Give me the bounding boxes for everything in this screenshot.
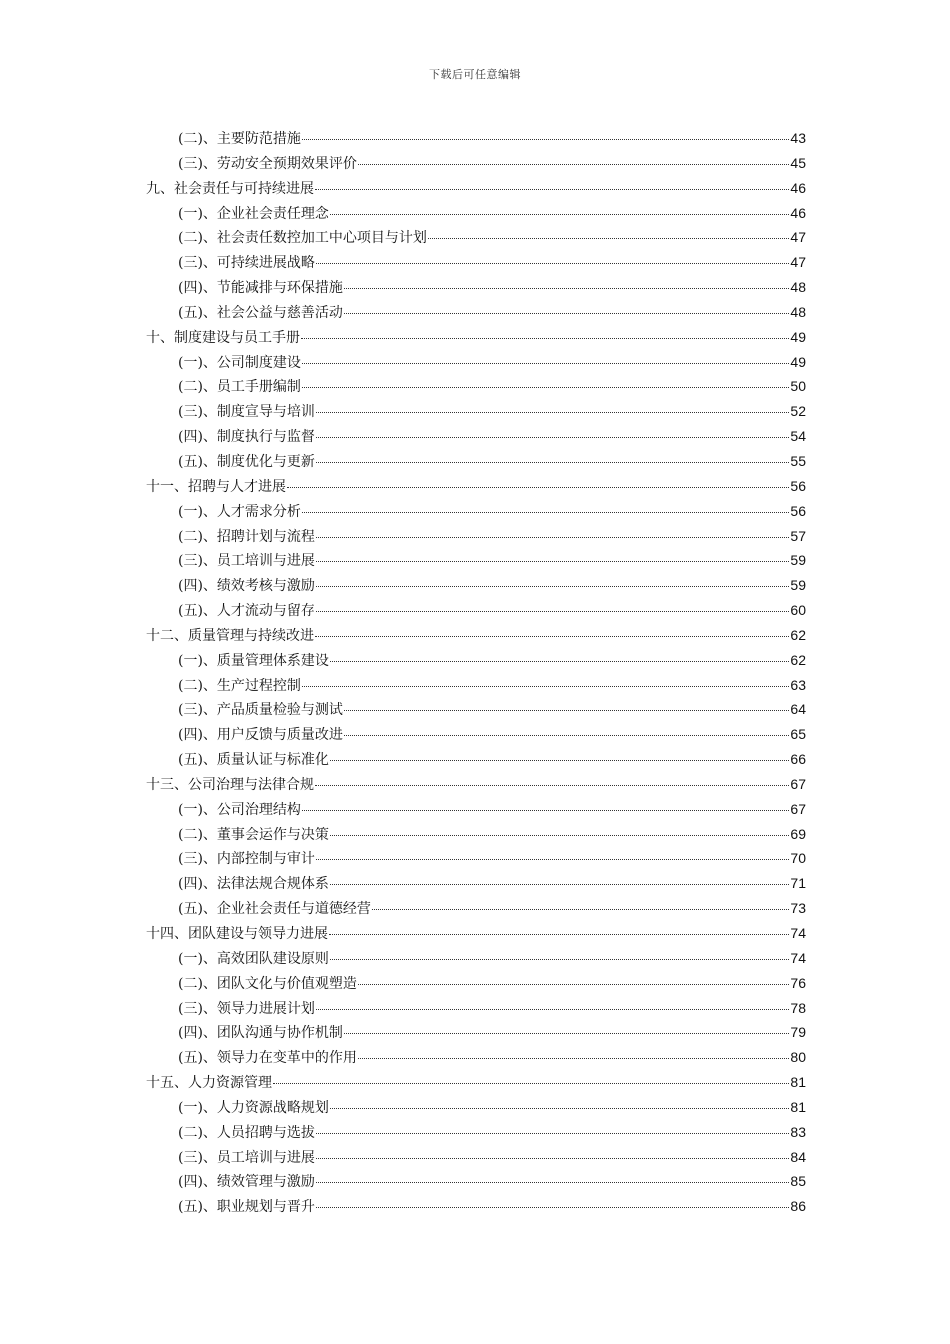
toc-entry[interactable] — [146, 846, 806, 871]
toc-entry[interactable] — [146, 225, 806, 250]
toc-entry[interactable] — [146, 250, 806, 275]
toc-dot-leader — [428, 238, 789, 239]
toc-entry-title: (五)、人才流动与留存 — [178, 603, 315, 620]
toc-entry-page-number: 86 — [790, 1198, 806, 1215]
toc-entry-page-number: 59 — [790, 552, 806, 569]
toc-entry-title: (二)、主要防范措施 — [178, 131, 301, 147]
toc-entry-page-number: 81 — [790, 1098, 806, 1115]
toc-entry-title: (一)、企业社会责任理念 — [178, 205, 329, 222]
toc-dot-leader — [302, 686, 789, 687]
toc-dot-leader — [302, 363, 789, 364]
toc-entry-page-number: 50 — [790, 378, 806, 395]
toc-entry-title: (四)、法律法规合规体系 — [178, 876, 329, 893]
toc-entry-page-number: 59 — [790, 577, 806, 594]
toc-entry-title: (五)、制度优化与更新 — [178, 453, 315, 470]
toc-dot-leader — [358, 1058, 789, 1059]
toc-entry[interactable] — [146, 474, 806, 499]
toc-entry[interactable] — [146, 822, 806, 847]
toc-entry-page-number: 52 — [790, 403, 806, 420]
toc-dot-leader — [344, 710, 789, 711]
toc-entry-page-number: 78 — [790, 999, 806, 1016]
toc-entry-page-number: 69 — [790, 825, 806, 842]
table-of-contents — [146, 126, 806, 1219]
toc-entry-page-number: 76 — [790, 974, 806, 991]
toc-dot-leader — [316, 412, 789, 413]
toc-entry-title: (一)、质量管理体系建设 — [178, 652, 329, 669]
toc-entry-page-number: 71 — [790, 875, 806, 892]
toc-dot-leader — [316, 437, 789, 438]
toc-entry[interactable] — [146, 747, 806, 772]
toc-dot-leader — [344, 1033, 789, 1034]
toc-entry-title: (五)、职业规划与晋升 — [178, 1199, 315, 1216]
toc-entry-page-number: 79 — [790, 1024, 806, 1041]
toc-entry-title: 十二、质量管理与持续改进 — [146, 627, 314, 644]
toc-entry-page-number: 83 — [790, 1123, 806, 1140]
toc-entry-title: (五)、企业社会责任与道德经营 — [178, 901, 371, 918]
toc-entry[interactable] — [146, 871, 806, 896]
toc-entry-title: (五)、领导力在变革中的作用 — [178, 1050, 357, 1067]
toc-entry-title: (二)、团队文化与价值观塑造 — [178, 975, 357, 992]
toc-dot-leader — [302, 512, 789, 513]
toc-entry-title: (四)、团队沟通与协作机制 — [178, 1025, 343, 1042]
toc-entry-page-number: 66 — [790, 751, 806, 768]
toc-entry[interactable] — [146, 275, 806, 300]
toc-entry-title: (二)、招聘计划与流程 — [178, 528, 315, 545]
toc-entry-page-number: 46 — [790, 204, 806, 221]
toc-entry-title: 十三、公司治理与法律合规 — [146, 776, 314, 793]
toc-entry[interactable] — [146, 350, 806, 375]
toc-entry[interactable] — [146, 201, 806, 226]
toc-dot-leader — [330, 835, 789, 836]
toc-entry-title: (三)、领导力进展计划 — [178, 1000, 315, 1017]
toc-entry-page-number: 56 — [790, 477, 806, 494]
toc-entry-page-number: 65 — [790, 726, 806, 743]
toc-entry-title: (三)、员工培训与进展 — [178, 553, 315, 570]
toc-entry-page-number: 56 — [790, 502, 806, 519]
toc-entry[interactable] — [146, 300, 806, 325]
toc-entry-title: (五)、质量认证与标准化 — [178, 752, 329, 769]
toc-entry-title: (一)、公司治理结构 — [178, 801, 301, 818]
toc-entry[interactable] — [146, 126, 806, 151]
toc-entry-title: (二)、人员招聘与选拔 — [178, 1124, 315, 1141]
toc-entry[interactable] — [146, 946, 806, 971]
toc-entry-page-number: 45 — [790, 154, 806, 171]
toc-entry-page-number: 70 — [790, 850, 806, 867]
toc-entry-title: (四)、绩效管理与激励 — [178, 1174, 315, 1191]
toc-entry-page-number: 47 — [790, 254, 806, 271]
toc-dot-leader — [330, 760, 789, 761]
toc-dot-leader — [344, 735, 789, 736]
toc-dot-leader — [316, 1133, 789, 1134]
toc-dot-leader — [316, 859, 789, 860]
toc-entry[interactable] — [146, 374, 806, 399]
toc-entry-title: 十、制度建设与员工手册 — [146, 329, 300, 346]
toc-entry-title: (四)、制度执行与监督 — [178, 429, 315, 446]
toc-dot-leader — [316, 561, 789, 562]
toc-entry-title: (三)、产品质量检验与测试 — [178, 702, 343, 719]
toc-dot-leader — [372, 909, 789, 910]
toc-dot-leader — [330, 661, 789, 662]
toc-entry[interactable] — [146, 598, 806, 623]
toc-dot-leader — [316, 1207, 789, 1208]
toc-entry[interactable] — [146, 722, 806, 747]
toc-entry[interactable] — [146, 1045, 806, 1070]
toc-entry-page-number: 54 — [790, 428, 806, 445]
toc-dot-leader — [287, 487, 789, 488]
toc-entry-title: (三)、劳动安全预期效果评价 — [178, 155, 357, 172]
toc-entry-title: (二)、社会责任数控加工中心项目与计划 — [178, 230, 427, 247]
toc-entry[interactable] — [146, 449, 806, 474]
toc-entry-title: (二)、董事会运作与决策 — [178, 826, 329, 843]
toc-dot-leader — [316, 462, 789, 463]
toc-entry-title: (四)、节能减排与环保措施 — [178, 280, 343, 297]
toc-entry-title: (一)、高效团队建设原则 — [178, 950, 329, 967]
toc-dot-leader — [344, 313, 789, 314]
toc-dot-leader — [302, 810, 789, 811]
toc-entry-title: 十一、招聘与人才进展 — [146, 478, 286, 495]
toc-dot-leader — [316, 1158, 789, 1159]
toc-entry-page-number: 46 — [790, 179, 806, 196]
toc-entry[interactable] — [146, 548, 806, 573]
toc-entry[interactable] — [146, 996, 806, 1021]
toc-entry-page-number: 49 — [790, 353, 806, 370]
toc-entry-page-number: 67 — [790, 775, 806, 792]
toc-entry-page-number: 81 — [790, 1074, 806, 1091]
toc-entry-page-number: 80 — [790, 1049, 806, 1066]
toc-entry-page-number: 60 — [790, 602, 806, 619]
toc-entry-page-number: 62 — [790, 626, 806, 643]
toc-entry[interactable] — [146, 648, 806, 673]
toc-dot-leader — [301, 338, 789, 339]
toc-entry-page-number: 47 — [790, 229, 806, 246]
toc-entry[interactable] — [146, 424, 806, 449]
toc-dot-leader — [316, 537, 789, 538]
toc-dot-leader — [358, 164, 789, 165]
toc-entry-title: (五)、社会公益与慈善活动 — [178, 304, 343, 321]
toc-dot-leader — [273, 1083, 789, 1084]
toc-entry[interactable] — [146, 524, 806, 549]
toc-entry-title: (三)、员工培训与进展 — [178, 1149, 315, 1166]
toc-dot-leader — [330, 214, 789, 215]
toc-dot-leader — [302, 387, 789, 388]
toc-entry[interactable] — [146, 573, 806, 598]
toc-entry-title: (一)、人才需求分析 — [178, 503, 301, 520]
toc-entry-title: (一)、公司制度建设 — [178, 354, 301, 371]
toc-entry-page-number: 43 — [790, 130, 806, 146]
toc-dot-leader — [316, 263, 789, 264]
toc-entry-page-number: 73 — [790, 900, 806, 917]
toc-entry[interactable] — [146, 1194, 806, 1219]
toc-dot-leader — [315, 785, 789, 786]
toc-entry-page-number: 85 — [790, 1173, 806, 1190]
toc-entry[interactable] — [146, 1095, 806, 1120]
toc-dot-leader — [316, 611, 789, 612]
toc-entry-page-number: 74 — [790, 925, 806, 941]
toc-dot-leader — [316, 586, 789, 587]
toc-dot-leader — [329, 934, 789, 935]
toc-entry[interactable] — [146, 1120, 806, 1145]
toc-entry-title: 九、社会责任与可持续进展 — [146, 180, 314, 197]
toc-dot-leader — [315, 189, 789, 190]
toc-dot-leader — [330, 959, 789, 960]
toc-dot-leader — [344, 288, 789, 289]
toc-entry-page-number: 84 — [790, 1148, 806, 1165]
toc-entry-title: (一)、人力资源战略规划 — [178, 1099, 329, 1116]
toc-entry-title: (二)、生产过程控制 — [178, 677, 301, 694]
page-header: 下载后可任意编辑 — [429, 68, 521, 81]
toc-entry[interactable] — [146, 399, 806, 424]
toc-entry-page-number: 62 — [790, 651, 806, 668]
toc-entry[interactable] — [146, 971, 806, 996]
toc-entry-page-number: 55 — [790, 452, 806, 469]
toc-entry-page-number: 74 — [790, 949, 806, 966]
toc-entry[interactable] — [146, 151, 806, 176]
toc-entry[interactable] — [146, 797, 806, 822]
toc-entry[interactable] — [146, 499, 806, 524]
toc-entry[interactable] — [146, 673, 806, 698]
toc-dot-leader — [330, 1108, 789, 1109]
toc-entry-page-number: 57 — [790, 527, 806, 544]
toc-entry-page-number: 67 — [790, 800, 806, 817]
toc-dot-leader — [316, 1009, 789, 1010]
toc-entry[interactable] — [146, 623, 806, 648]
toc-entry[interactable] — [146, 1169, 806, 1194]
toc-entry-title: (二)、员工手册编制 — [178, 379, 301, 396]
toc-entry-title: (三)、制度宣导与培训 — [178, 404, 315, 421]
toc-entry-page-number: 49 — [790, 328, 806, 345]
toc-entry-title: 十四、团队建设与领导力进展 — [146, 926, 328, 942]
toc-entry-title: (四)、用户反馈与质量改进 — [178, 727, 343, 744]
toc-dot-leader — [330, 884, 789, 885]
toc-entry[interactable] — [146, 1070, 806, 1095]
toc-entry-page-number: 63 — [790, 676, 806, 693]
toc-entry-title: 十五、人力资源管理 — [146, 1075, 272, 1092]
toc-entry[interactable] — [146, 921, 806, 946]
toc-dot-leader — [315, 636, 789, 637]
toc-entry-page-number: 48 — [790, 303, 806, 320]
toc-entry[interactable] — [146, 772, 806, 797]
toc-dot-leader — [358, 984, 789, 985]
toc-entry-page-number: 64 — [790, 701, 806, 718]
toc-entry[interactable] — [146, 325, 806, 350]
toc-dot-leader — [316, 1182, 789, 1183]
toc-entry[interactable] — [146, 1020, 806, 1045]
toc-dot-leader — [302, 139, 789, 140]
toc-entry[interactable] — [146, 697, 806, 722]
toc-entry-title: (三)、可持续进展战略 — [178, 255, 315, 272]
toc-entry-title: (三)、内部控制与审计 — [178, 851, 315, 868]
toc-entry[interactable] — [146, 1145, 806, 1170]
toc-entry[interactable] — [146, 896, 806, 921]
toc-entry-page-number: 48 — [790, 279, 806, 296]
toc-entry[interactable] — [146, 176, 806, 201]
toc-entry-title: (四)、绩效考核与激励 — [178, 578, 315, 595]
